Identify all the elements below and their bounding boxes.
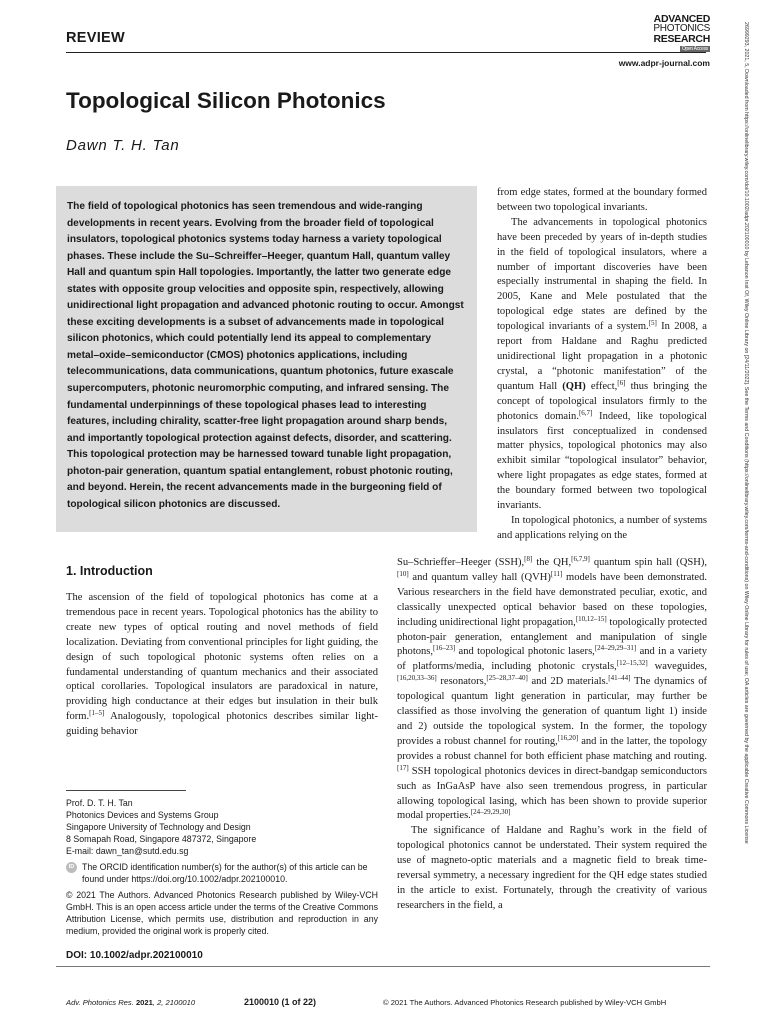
citation-link[interactable]: [10]: [397, 569, 409, 578]
orcid-text: The ORCID identification number(s) for the author(s) of this article can be found under https://doi.org/10.1002/adpr.202100010.: [82, 862, 368, 884]
left-column: [66, 591, 378, 740]
text-segment: waveguides,: [647, 661, 707, 673]
article-title: Topological Silicon Photonics: [66, 88, 386, 113]
text-segment: Analogously, topological photonics describes similar light-guiding behavior: [66, 711, 378, 738]
text-segment: topologically protected photon-pair generation, entanglement and manipulation of single photons,: [397, 616, 707, 658]
citation-link[interactable]: [5]: [648, 319, 657, 328]
text-segment: thus bringing the concept of topological insulators firmly to the photonics domain.: [497, 380, 707, 422]
citation-link[interactable]: [24–29,29–31]: [594, 644, 637, 653]
author-name: Dawn T. H. Tan: [66, 137, 180, 154]
text-segment: The dynamics of topological quantum light generation in particular, may further be classified as those involving the generation of quantum light 1) inside and 2) outside the topological system. In the former, the topology provides a robust channel for routing,: [397, 676, 707, 747]
text-segment: and in the latter, the topology provides a robust channel for both efficient phase matching and routing.: [397, 735, 708, 762]
wide-column: [397, 556, 707, 914]
edge-states-continuation: from edge states, formed at the boundary formed between two topological invariants.: [497, 187, 707, 213]
citation-link[interactable]: [11]: [550, 569, 563, 578]
citation-link[interactable]: [1–5]: [89, 709, 105, 718]
paragraph-systems-start: In topological photonics, a number of systems and applications relying on the: [497, 514, 707, 541]
text-segment: and topological photonic lasers,: [455, 646, 595, 658]
affiliation-email-link[interactable]: E-mail: dawn_tan@sutd.edu.sg: [66, 845, 189, 856]
citation-link[interactable]: [12–15,32]: [616, 659, 648, 668]
section-label: REVIEW: [66, 30, 125, 46]
citation-link[interactable]: [24–29,29,30]: [470, 808, 511, 817]
footer-divider: [56, 966, 710, 967]
right-column: [497, 186, 707, 544]
text-segment: Indeed, like topological insulators first conceptualized in condensed matter physics, topological photonics may also exhibit similar “topological insulator” behavior, where light propagates as edge states, formed at the boundary formed between two topological invariants.: [497, 410, 707, 512]
open-access-badge: Open Access: [681, 46, 708, 52]
footer-volume: , 2, 2100010: [152, 998, 196, 1007]
citation-link[interactable]: [6,7]: [578, 408, 593, 417]
journal-logo-line-2: PHOTONICS: [653, 23, 710, 34]
text-segment: models have been demonstrated. Various researchers in the field have demonstrated peculiar, exotic, and classically unexpected optical behavior based on these topologies, including unidirectional light propagation,: [397, 571, 707, 628]
text-segment: resonators,: [436, 676, 487, 688]
qh-acronym: (QH): [562, 380, 586, 392]
footer-page-number: 2100010 (1 of 22): [244, 997, 317, 1007]
text-segment: SSH topological photonics devices in direct-bandgap semiconductors such as InGaAsP have also seen tremendous progress, in particular allowing topological lasing, which has been shown to provide superior modal properties.: [397, 765, 707, 822]
text-segment: and quantum valley hall (QVH): [408, 571, 551, 583]
citation-link[interactable]: [6]: [617, 378, 626, 387]
text-segment: and 2D materials.: [527, 676, 609, 688]
orcid-icon[interactable]: ID: [66, 862, 77, 873]
affiliation-divider: [66, 790, 186, 791]
paragraph-advancements: [497, 216, 707, 514]
citation-link[interactable]: [6,7,9]: [571, 555, 590, 563]
text-segment: Su–Schrieffer–Heeger (SSH),: [397, 557, 525, 568]
license-notice: © 2021 The Authors. Advanced Photonics Research published by Wiley-VCH GmbH. This is an open access article under the terms of the Creative Commons Attribution License, which permits use, distribution and reproduction in any medium, provided the original work is properly cited.: [66, 890, 378, 936]
citation-link[interactable]: [17]: [397, 763, 409, 772]
text-segment: the QH,: [532, 557, 572, 568]
citation-link[interactable]: [16–23]: [433, 644, 456, 653]
affiliation-address: 8 Somapah Road, Singapore 487372, Singapore: [66, 833, 257, 844]
citation-link[interactable]: [10,12–15]: [575, 614, 607, 623]
footer-citation: [66, 998, 195, 1007]
paragraph-topologies: [397, 556, 707, 824]
text-segment: In 2008, a report from Haldane and Raghu predicted unidirectional light propagation in a photonic crystal, a “photonic manifestation” of the quantum Hall: [497, 321, 707, 392]
paragraph-introduction: [66, 591, 378, 740]
text-segment: The ascension of the field of topological photonics has come at a tremendous pace in recent years. Topological photonics has the ability to create new types of optical routing and novel methods of field localization. Deviating from conventional principles for light guiding, the design of such topological photonic systems often relies on a fundamental understanding of quantum mechanics and their associated optical corollaries. Topological insulators are paradoxical in nature, providing high conductance at their edges but insulation in their bulk form.: [66, 592, 378, 723]
affiliation-name: Prof. D. T. H. Tan: [66, 798, 133, 808]
text-segment: The advancements in topological photonics have been preceded by years of in-depth studies in the field of topological insulators, where a number of important discoveries have been especially instrumental in shaping the field. In 2005, Kane and Mele postulated that the topological edge states are defined by the topological invariants of a system.: [497, 216, 707, 333]
citation-link[interactable]: [16,20]: [557, 733, 579, 742]
abstract-paragraph: The field of topological photonics has seen tremendous and wide-ranging developments in recent years. Evolving from the broader field of topological insulators, topological photonics systems today harness a variety topological phases. These include the Su–Schreiffer–Heeger, quantum Hall, quantum valley Hall and quantum spin Hall topologies. Importantly, the latter two generate edge states with opposite group velocities and opposite spin, respectively, allowing unidirectional light propagation and advanced photonic routing to occur. Amongst these exciting developments is a subset of advancements made in topological silicon photonics, which could potentially lend its appeal to complementary metal–oxide–semiconductor (CMOS) photonics applications, including telecommunications, data communications, quantum photonics, future exascale supercomputers, photonic neuromorphic computing, and infrared sensing. The fundamental underpinnings of these topological phases lead to interesting features, including chirality, scatter-free light propagation around sharp bends, and importantly topological protection against defects, disorder, and scattering. This topological protection may be harnessed toward tunable light propagation, photon-pair generation, quantum spatial entanglement, robust photonic routing, and beyond. Herein, the recent advancements made in the burgeoning field of topological silicon photonics are discussed.: [67, 201, 464, 510]
author-affiliation: [66, 798, 378, 858]
citation-link[interactable]: [41–44]: [608, 674, 631, 683]
text-segment: and in a variety of platforms/media, including photonic crystals,: [397, 646, 707, 673]
footer-year: 2021: [135, 998, 153, 1007]
journal-logo-line-3: RESEARCH: [653, 33, 710, 45]
text-segment: quantum spin hall (QSH),: [589, 557, 708, 568]
download-banner: 26999293, 2021, 5, Downloaded from https://onlinelibrary.wiley.com/doi/10.1002/adpr.202100010 by Lebanon Inst Of, Wiley Online Library on [24/11/2022]. See the Terms and Conditions (https://onlinelibrary.wiley.com/terms-and-conditions) on Wiley Online Library for rules of use; OA articles are governed by the applicable Creative Commons License: [743, 22, 749, 844]
affiliation-group: Photonics Devices and Systems Group: [66, 809, 219, 820]
journal-logo: [630, 14, 710, 52]
abstract-text: [67, 199, 464, 513]
paragraph-haldane-significance: The significance of Haldane and Raghu’s work in the field of topological photonics cannot be understated. Their system required the use of magneto-optic materials and a magnetic field to break time-reversal symmetry, a necessary ingredient for the QH edge states studied in the article to exist. Fortunately, through the creativity of various researchers in the field, a: [397, 825, 707, 911]
journal-url-link[interactable]: www.adpr-journal.com: [618, 58, 710, 68]
introduction-heading: 1. Introduction: [66, 564, 153, 578]
doi-link[interactable]: DOI: 10.1002/adpr.202100010: [66, 950, 203, 961]
journal-logo-line-1: ADVANCED: [653, 13, 710, 25]
citation-link[interactable]: [25–28,37–40]: [486, 674, 528, 683]
footer-journal: Adv. Photonics Res.: [66, 998, 134, 1007]
text-segment: effect,: [585, 380, 618, 392]
header-divider: [66, 52, 706, 53]
citation-link[interactable]: [16,20,33–36]: [397, 674, 437, 683]
affiliation-university: Singapore University of Technology and Design: [66, 821, 251, 832]
footer-copyright: © 2021 The Authors. Advanced Photonics Research published by Wiley-VCH GmbH: [383, 998, 667, 1007]
citation-link[interactable]: [8]: [524, 555, 533, 563]
